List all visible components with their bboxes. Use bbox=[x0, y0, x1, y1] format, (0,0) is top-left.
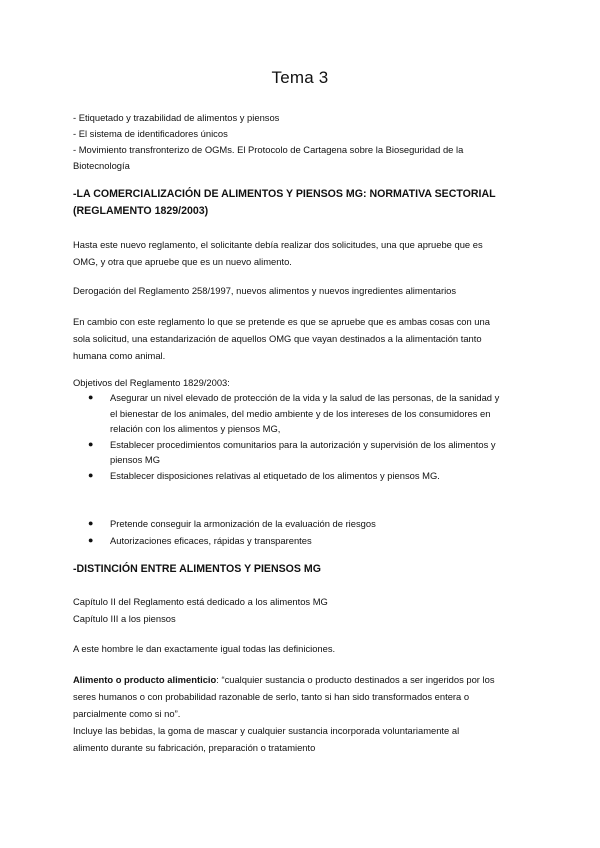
section-heading-comercializacion bbox=[73, 186, 533, 220]
paragraph-line bbox=[73, 671, 533, 688]
paragraph-line: seres humanos o con probabilidad razonable de serlo, tanto si han sido transformados entera o bbox=[73, 691, 470, 702]
topic-line: - El sistema de identificadores únicos bbox=[73, 128, 228, 139]
paragraph-line: Hasta este nuevo reglamento, el solicitante debía realizar dos solicitudes, una que apruebe que es bbox=[73, 239, 483, 250]
paragraph-line: alimento durante su fabricación, preparación o tratamiento bbox=[73, 742, 316, 753]
objectives-list bbox=[73, 390, 533, 483]
paragraph-line: OMG, y otra que apruebe que es un nuevo alimento. bbox=[73, 256, 292, 267]
paragraph-single-application bbox=[73, 313, 533, 364]
definition-term: Alimento o producto alimenticio bbox=[73, 674, 217, 685]
paragraph-definitions-note bbox=[73, 640, 533, 657]
list-item-line: Pretende conseguir la armonización de la evaluación de riesgos bbox=[110, 518, 376, 529]
heading-line: -DISTINCIÓN ENTRE ALIMENTOS Y PIENSOS MG bbox=[73, 563, 322, 575]
list-item bbox=[73, 390, 533, 437]
heading-line: -LA COMERCIALIZACIÓN DE ALIMENTOS Y PIENSOS MG: NORMATIVA SECTORIAL bbox=[73, 188, 496, 200]
topic-list bbox=[73, 110, 533, 174]
paragraph-line: humana como animal. bbox=[73, 350, 166, 361]
bullet-icon: ● bbox=[88, 469, 94, 480]
bullet-icon: ● bbox=[88, 518, 94, 528]
paragraph-line: En cambio con este reglamento lo que se pretende es que se apruebe que es ambas cosas con una bbox=[73, 316, 490, 327]
paragraph-line: Objetivos del Reglamento 1829/2003: bbox=[73, 377, 230, 388]
paragraph-line: Capítulo III a los piensos bbox=[73, 613, 176, 624]
paragraph-previous-procedure bbox=[73, 236, 533, 270]
bullet-icon: ● bbox=[88, 438, 94, 449]
list-item-line: relación con los alimentos y piensos MG, bbox=[110, 423, 281, 434]
list-item-line: Establecer procedimientos comunitarios para la autorización y supervisión de los alimentos y bbox=[110, 438, 496, 450]
paragraph-line: A este hombre le dan exactamente igual todas las definiciones. bbox=[73, 643, 336, 654]
list-item bbox=[73, 468, 533, 484]
paragraph-chapters bbox=[73, 593, 533, 627]
list-item-line: Autorizaciones eficaces, rápidas y transparentes bbox=[110, 535, 312, 546]
list-item-line: Asegurar un nivel elevado de protección de la vida y la salud de las personas, de la sanidad y bbox=[110, 392, 500, 403]
list-item bbox=[73, 437, 533, 468]
topic-line: - Movimiento transfronterizo de OGMs. El Protocolo de Cartagena sobre la Bioseguridad de la bbox=[73, 144, 464, 155]
paragraph-line: Incluye las bebidas, la goma de mascar y cualquier sustancia incorporada voluntariamente al bbox=[73, 725, 460, 736]
bullet-icon: ● bbox=[88, 392, 94, 402]
paragraph-line: sola solicitud, una estandarización de aquellos OMG que vayan destinados a la alimentación tanto bbox=[73, 333, 482, 344]
topic-line: Biotecnología bbox=[73, 160, 130, 171]
paragraph-food-definition bbox=[73, 671, 533, 756]
page-title: Tema 3 bbox=[271, 68, 329, 87]
list-item-line: el bienestar de los animales, del medio ambiente y de los intereses de los consumidores en bbox=[110, 407, 491, 419]
section-heading-distincion bbox=[73, 561, 533, 578]
extra-bullets-list bbox=[73, 515, 533, 549]
objectives-label bbox=[73, 374, 533, 391]
paragraph-derogation bbox=[73, 282, 533, 299]
definition-text: : “cualquier sustancia o producto destinados a ser ingeridos por los bbox=[216, 674, 495, 685]
paragraph-line: Derogación del Reglamento 258/1997, nuevos alimentos y nuevos ingredientes alimentarios bbox=[73, 285, 457, 296]
bullet-icon: ● bbox=[88, 535, 94, 545]
heading-line: (REGLAMENTO 1829/2003) bbox=[73, 205, 209, 217]
paragraph-line: Capítulo II del Reglamento está dedicado a los alimentos MG bbox=[73, 596, 328, 607]
topic-line: - Etiquetado y trazabilidad de alimentos y piensos bbox=[73, 112, 280, 123]
list-item-line: Establecer disposiciones relativas al etiquetado de los alimentos y piensos MG. bbox=[110, 469, 440, 481]
list-item bbox=[73, 515, 533, 532]
list-item-line: piensos MG bbox=[110, 454, 161, 465]
paragraph-line: parcialmente como si no”. bbox=[73, 708, 181, 719]
list-item bbox=[73, 532, 533, 549]
